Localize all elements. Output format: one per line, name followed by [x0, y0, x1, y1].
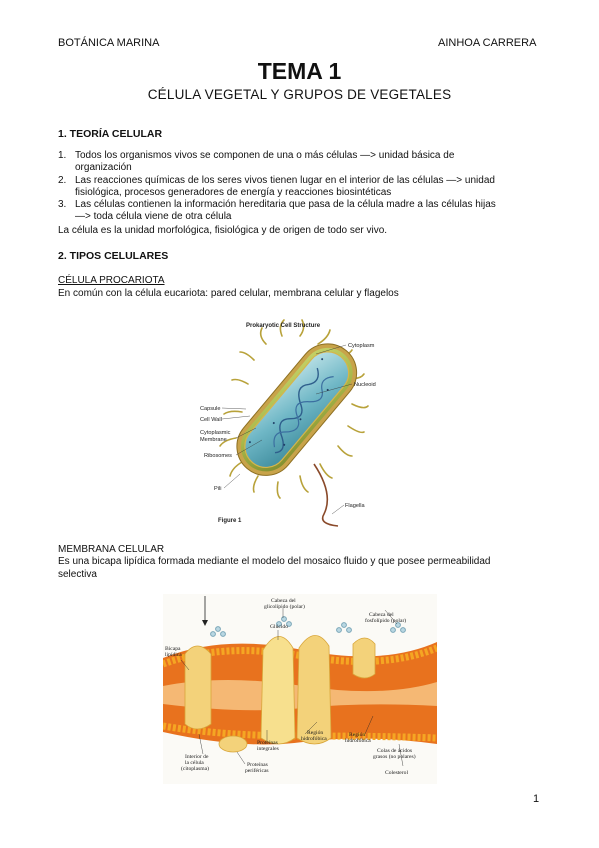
list-item [58, 199, 548, 224]
list-item-line: —> toda célula viene de otra célula [75, 211, 232, 223]
label-pili: Pili [214, 486, 222, 492]
label-bicapa-1: Bicapa [165, 646, 181, 652]
integral-protein [185, 646, 211, 729]
integral-protein [261, 636, 295, 744]
label-interior-1: Interior de [185, 754, 209, 760]
list-item-line: fisiológica, procesos generadores de energía y reacciones biosintéticas [75, 186, 392, 198]
list-item [58, 150, 548, 175]
list-item-number: 3. [58, 199, 67, 211]
label-prot-int-2: integrales [257, 746, 279, 752]
cell-membrane-figure [163, 594, 437, 784]
cell-body [225, 332, 368, 487]
header-right: AINHOA CARRERA [438, 37, 537, 49]
list-item-line: organización [75, 162, 132, 174]
list-item-number: 2. [58, 174, 67, 186]
label-glico-2: glicolípido (polar) [264, 604, 305, 610]
membrana-text [58, 556, 548, 581]
label-region-b-2: hidrofóbica [345, 738, 371, 744]
label-interior-3: (citoplasma) [181, 766, 209, 772]
label-region-2: hidrofóbica [301, 736, 327, 742]
label-colas-1: Colas de ácidos [377, 748, 413, 754]
prokaryotic-cell-figure [196, 314, 406, 530]
peripheral-protein [219, 736, 247, 752]
page-number: 1 [533, 793, 540, 805]
label-interior-2: la célula [185, 760, 204, 766]
membrana-title: MEMBRANA CELULAR [58, 544, 165, 555]
label-cytoplasm: Cytoplasm [348, 343, 375, 349]
list-item-number: 1. [58, 150, 67, 161]
membrana-text-line: Es una bicapa lipídica formada mediante el modelo del mosaico fluido y que posee permeabilidad [58, 556, 491, 567]
figure-1-title: Prokaryotic Cell Structure [246, 323, 321, 329]
label-region-1: Región [307, 730, 324, 736]
label-region-b-1: Región [349, 732, 366, 738]
procariota-text: En común con la célula eucariota: pared celular, membrana celular y flagelos [58, 288, 399, 299]
section-1-heading: 1. TEORÍA CELULAR [58, 128, 163, 140]
label-flagella: Flagella [345, 503, 365, 509]
label-colas-2: grasos (no polares) [373, 754, 416, 760]
procariota-title: CÉLULA PROCARIOTA [58, 275, 165, 286]
label-cytoplasmic: Cytoplasmic [200, 430, 231, 436]
label-bicapa-2: lipídica [165, 652, 182, 658]
label-nucleoid: Nucleoid [354, 382, 376, 388]
list-item-line: Todos los organismos vivos se componen de una o más células —> unidad básica de [75, 150, 455, 161]
label-membrane: Membrane [200, 437, 227, 443]
cell-theory-list [58, 150, 548, 224]
label-prot-per-2: periféricas [245, 768, 269, 774]
figure-1-caption: Figure 1 [218, 518, 242, 524]
label-prot-per-1: Proteínas [247, 762, 268, 768]
integral-protein [297, 635, 331, 744]
label-capsule: Capsule [200, 406, 221, 412]
cell-theory-summary: La célula es la unidad morfológica, fisiológica y de origen de todo ser vivo. [58, 225, 388, 236]
page-subtitle: CÉLULA VEGETAL Y GRUPOS DE VEGETALES [147, 87, 452, 102]
label-colesterol: Colesterol [385, 770, 408, 776]
list-item-line: Las reacciones químicas de los seres vivos tienen lugar en el interior de las células —> unidad [75, 174, 495, 186]
section-2-heading: 2. TIPOS CELULARES [58, 250, 169, 262]
header-left: BOTÁNICA MARINA [58, 37, 160, 49]
label-fosfo-2: fosfolípido (polar) [365, 618, 407, 624]
label-glico-1: Cabeza del [271, 598, 296, 604]
membrana-text-line: selectiva [58, 568, 97, 580]
label-glucido: Glúcido [270, 624, 289, 630]
label-cell-wall: Cell Wall [200, 417, 222, 423]
list-item-line: Las células contienen la información hereditaria que pasa de la célula madre a las células hijas [75, 199, 496, 211]
page-title: TEMA 1 [257, 58, 342, 84]
list-item [58, 175, 548, 200]
label-prot-int-1: Proteínas [257, 740, 278, 746]
label-fosfo-1: Cabeza del [369, 612, 394, 618]
label-ribosomes: Ribosomes [204, 453, 232, 459]
